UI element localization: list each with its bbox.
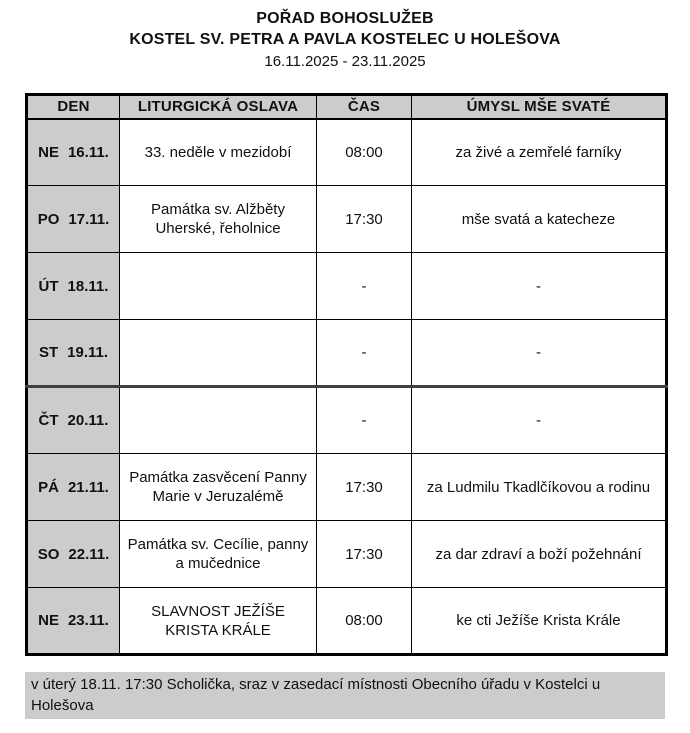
time-cell: 08:00 — [317, 119, 412, 186]
day-cell — [27, 454, 120, 521]
day-abbrev: PÁ — [38, 478, 59, 496]
celebration-cell: SLAVNOST JEŽÍŠE KRISTA KRÁLE — [120, 588, 317, 655]
table-row — [27, 521, 667, 588]
day-cell — [27, 588, 120, 655]
table-row — [27, 253, 667, 320]
day-date: 21.11. — [67, 478, 109, 496]
day-abbrev: ČT — [38, 412, 59, 429]
day-date: 23.11. — [67, 612, 109, 629]
day-date: 20.11. — [67, 412, 109, 429]
time-cell: - — [317, 320, 412, 387]
celebration-cell: 33. neděle v mezidobí — [120, 119, 317, 186]
intention-cell: za dar zdraví a boží požehnání — [412, 521, 667, 588]
day-abbrev: NE — [38, 612, 59, 629]
day-cell — [27, 119, 120, 186]
intention-cell: za živé a zemřelé farníky — [412, 119, 667, 186]
document-header — [0, 8, 690, 72]
table-row — [27, 320, 667, 387]
time-cell: 17:30 — [317, 521, 412, 588]
day-abbrev: SO — [37, 545, 60, 563]
day-abbrev: PO — [37, 210, 60, 228]
time-cell: 17:30 — [317, 186, 412, 253]
intention-cell: - — [412, 320, 667, 387]
schedule-table — [25, 93, 668, 656]
column-header-den: DEN — [27, 95, 120, 119]
celebration-cell — [120, 320, 317, 387]
celebration-cell — [120, 253, 317, 320]
table-header-row — [27, 95, 667, 119]
intention-cell: - — [412, 253, 667, 320]
column-header-cas: ČAS — [317, 95, 412, 119]
table-row — [27, 588, 667, 655]
day-date: 18.11. — [67, 277, 109, 295]
day-abbrev: ST — [38, 344, 59, 361]
day-cell — [27, 186, 120, 253]
column-header-liturgicka-oslava: LITURGICKÁ OSLAVA — [120, 95, 317, 119]
day-date: 17.11. — [68, 210, 110, 228]
intention-cell: ke cti Ježíše Krista Krále — [412, 588, 667, 655]
day-cell — [27, 387, 120, 454]
celebration-cell: Památka sv. Alžběty Uherské, řeholnice — [120, 186, 317, 253]
time-cell: 17:30 — [317, 454, 412, 521]
day-date: 19.11. — [67, 344, 109, 361]
celebration-cell: Památka sv. Cecílie, panny a mučednice — [120, 521, 317, 588]
intention-cell: - — [412, 387, 667, 454]
page-subtitle: KOSTEL SV. PETRA A PAVLA KOSTELEC U HOLEŠOVA — [129, 31, 561, 48]
celebration-cell — [120, 387, 317, 454]
day-date: 22.11. — [68, 545, 110, 563]
day-abbrev: NE — [38, 143, 59, 161]
celebration-cell: Památka zasvěcení Panny Marie v Jeruzalémě — [120, 454, 317, 521]
footer-note: v úterý 18.11. 17:30 Scholička, sraz v zasedací místnosti Obecního úřadu v Kostelci u Holešova — [25, 672, 665, 719]
table-row — [27, 454, 667, 521]
day-cell — [27, 253, 120, 320]
time-cell: 08:00 — [317, 588, 412, 655]
table-row — [27, 186, 667, 253]
day-abbrev: ÚT — [38, 277, 59, 295]
day-cell — [27, 320, 120, 387]
column-header-umysl: ÚMYSL MŠE SVATÉ — [412, 95, 667, 119]
intention-cell: za Ludmilu Tkadlčíkovou a rodinu — [412, 454, 667, 521]
day-cell — [27, 521, 120, 588]
intention-cell: mše svatá a katecheze — [412, 186, 667, 253]
time-cell: - — [317, 253, 412, 320]
table-row — [27, 119, 667, 186]
time-cell: - — [317, 387, 412, 454]
date-range: 16.11.2025 - 23.11.2025 — [264, 53, 426, 70]
day-date: 16.11. — [67, 143, 109, 161]
table-row — [27, 387, 667, 454]
page-title: POŘAD BOHOSLUŽEB — [256, 10, 434, 27]
